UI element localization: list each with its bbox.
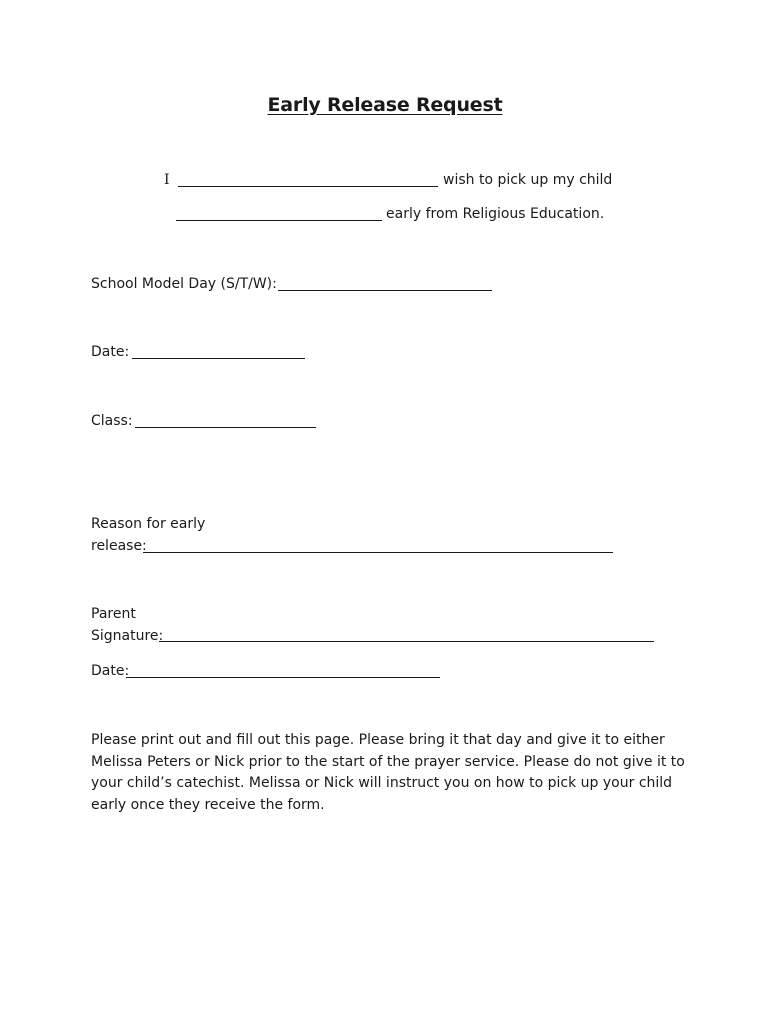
reason-field[interactable] (143, 552, 613, 553)
instructions-line: Please print out and fill out this page. Please bring it that day and give it to either (91, 732, 665, 748)
date-label: Date: (91, 344, 130, 360)
class-field[interactable] (135, 427, 316, 428)
school-model-day-label: School Model Day (S/T/W): (91, 276, 277, 292)
parent-label-line1: Parent (91, 606, 136, 622)
child-name-field[interactable] (176, 220, 382, 221)
reason-label-line2: release: (91, 538, 147, 554)
instructions-line: Melissa Peters or Nick prior to the start of the prayer service. Please do not give it to (91, 753, 685, 770)
pickup-middle-text: wish to pick up my child (443, 172, 613, 188)
instructions-line: your child’s catechist. Melissa or Nick will instruct you on how to pick up your child (91, 775, 673, 791)
date2-field[interactable] (126, 677, 440, 678)
school-model-day-field[interactable] (278, 290, 492, 291)
parent-signature-field[interactable] (159, 641, 654, 642)
instructions-line: early once they receive the form. (91, 796, 325, 813)
date2-label: Date: (91, 663, 130, 679)
parent-name-field[interactable] (178, 186, 438, 187)
parent-label-line2: Signature: (91, 628, 164, 644)
pickup-suffix-text: early from Religious Education. (386, 206, 605, 222)
class-label: Class: (91, 413, 133, 429)
pickup-prefix: I (164, 172, 170, 188)
date-field[interactable] (132, 358, 305, 359)
reason-label-line1: Reason for early (91, 516, 206, 532)
instructions-paragraph (91, 730, 691, 816)
form-title: Early Release Request (267, 94, 503, 116)
